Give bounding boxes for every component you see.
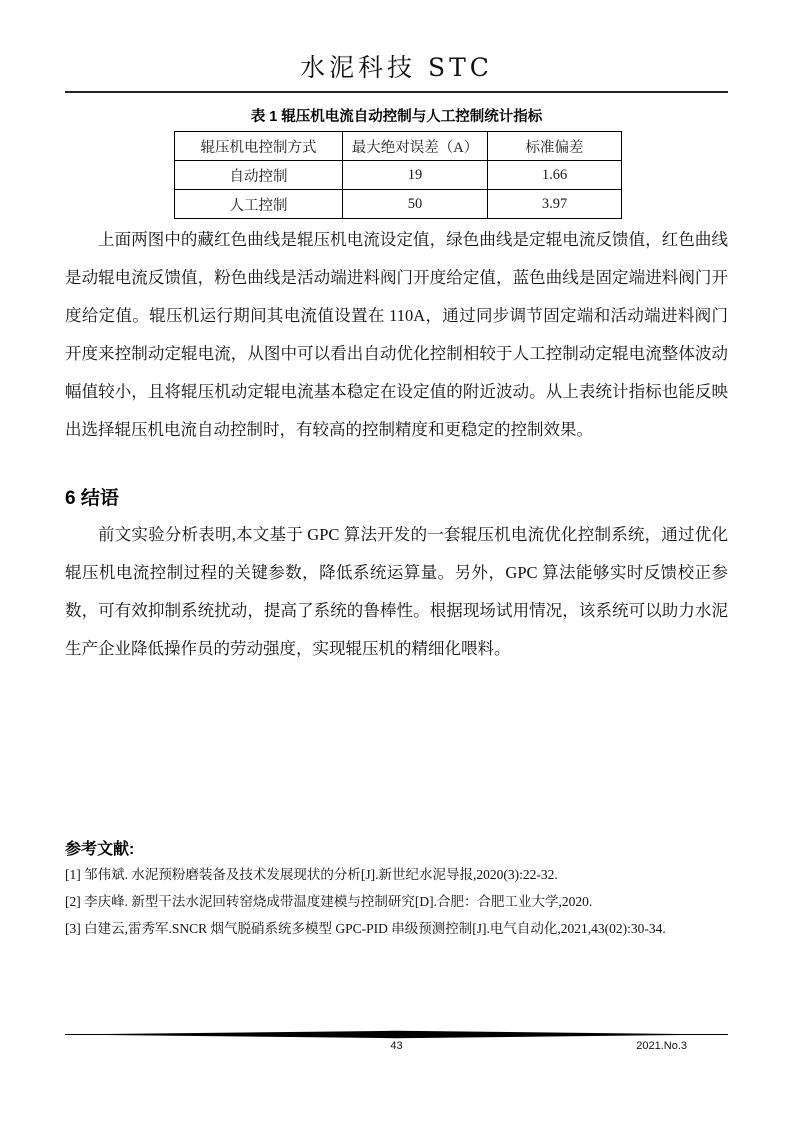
reference-item: [2] 李庆峰. 新型干法水泥回转窑烧成带温度建模与控制研究[D].合肥：合肥工业大学,2020. [65,894,593,909]
references-list [65,861,745,942]
table-cell: 3.97 [488,190,622,219]
table-header-cell: 辊压机电控制方式 [175,132,343,161]
table-caption: 表 1 辊压机电流自动控制与人工控制统计指标 [250,109,543,125]
statistics-table [174,131,622,219]
reference-item: [3] 白建云,雷秀军.SNCR 烟气脱硝系统多模型 GPC-PID 串级预测控制[J].电气自动化,2021,43(02):30-34. [65,921,666,936]
table-cell: 自动控制 [175,161,343,190]
table-cell: 50 [343,190,488,219]
table-cell: 人工控制 [175,190,343,219]
footer-tapered-divider [65,1030,728,1039]
body-paragraph: 上面两图中的藏红色曲线是辊压机电流设定值，绿色曲线是定辊电流反馈值，红色曲线是动辊电流反馈值，粉色曲线是活动端进料阀门开度给定值，蓝色曲线是固定端进料阀门开度给定值。辊压机运行期间其电流值设置在 110A，通过同步调节固定端和活动端进料阀门开度来控制动定辊电流，从图中可以看出自动优化控制相较于人工控制动定辊电流整体波动幅值较小，且将辊压机动定辊电流基本稳定在设定值的附近波动。从上表统计指标也能反映出选择辊压机电流自动控制时，有较高的控制精度和更稳定的控制效果。 [65,230,728,439]
section-heading-conclusion: 6 结语 [65,488,119,509]
journal-header-title: 水泥科技 STC [300,53,493,82]
footer-issue-label: 2021.No.3 [636,1040,687,1052]
references-heading: 参考文献: [65,841,135,858]
table-header-cell: 标准偏差 [488,132,622,161]
body-paragraph: 前文实验分析表明,本文基于 GPC 算法开发的一套辊压机电流优化控制系统，通过优化辊压机电流控制过程的关键参数，降低系统运算量。另外，GPC 算法能够实时反馈校正参数，可有效抑制系统扰动，提高了系统的鲁棒性。根据现场试用情况，该系统可以助力水泥生产企业降低操作员的劳动强度，实现辊压机的精细化喂料。 [65,525,728,658]
table-header-cell: 最大绝对误差（A） [343,132,488,161]
header-divider [65,91,728,93]
reference-item: [1] 邹伟斌. 水泥预粉磨装备及技术发展现状的分析[J].新世纪水泥导报,2020(3):22-32. [65,867,558,882]
table-header-row [175,132,622,161]
table-row [175,161,622,190]
footer-page-number: 43 [390,1040,403,1052]
table-cell: 1.66 [488,161,622,190]
table-cell: 19 [343,161,488,190]
table-row [175,190,622,219]
